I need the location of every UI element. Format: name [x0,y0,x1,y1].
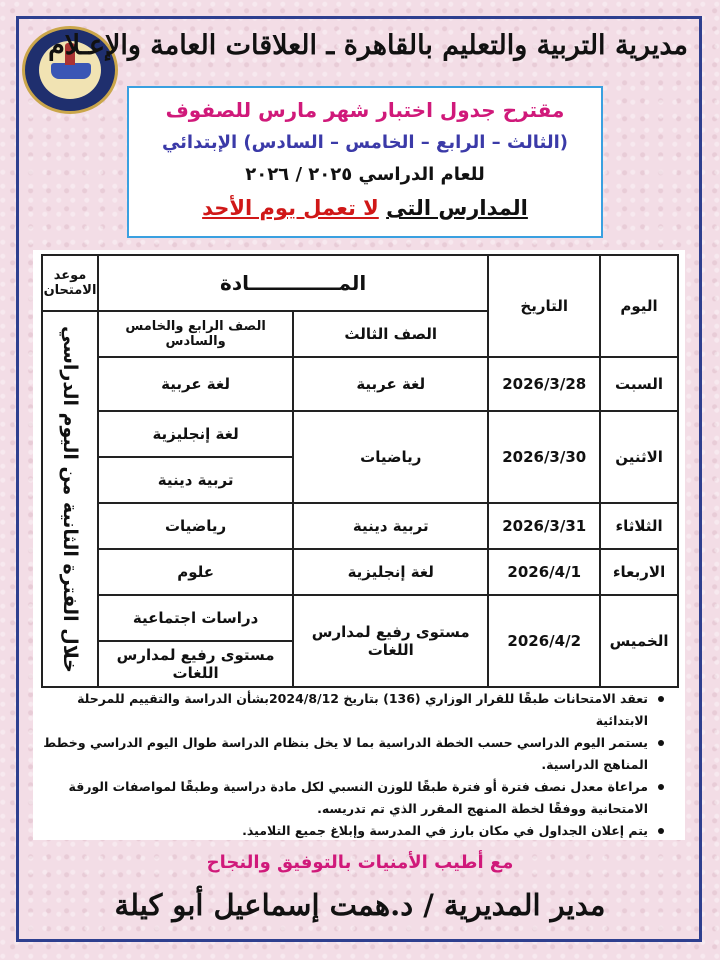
table-row [42,357,678,411]
row-grade-3-subject: رياضيات [293,411,488,503]
row-date: 2026/3/30 [488,411,600,503]
row-grade-456-subject: دراسات اجتماعية [98,595,293,641]
note-item: مراعاة معدل نصف فترة أو فترة طبقًا للوزن النسبي لكل مادة دراسية وطبقًا لمواصفات الورقة الامتحانية ووفقًا لخطة المنهج المقرر الذي تم تدريسه. [40,776,670,820]
academic-year: للعام الدراسي ٢٠٢٥ / ٢٠٢٦ [245,164,485,185]
header-subject: المـــــــــــــادة [98,255,488,311]
note-item: تعقد الامتحانات طبقًا للقرار الوزاري (136) بتاريخ 2024/8/12بشأن الدراسة والتقييم للمرحلة الابتدائية [40,688,670,732]
proposal-title: مقترح جدول اختبار شهر مارس للصفوف [165,98,565,122]
notes-list [40,688,670,842]
row-day: السبت [600,357,678,411]
closing-wish: مع أطيب الأمنيات بالتوفيق والنجاح [206,852,514,873]
row-grade-3-subject: لغة عربية [293,357,488,411]
schools-note [129,196,601,220]
header-date: التاريخ [488,255,600,357]
row-grade-456-subject: تربية دينية [98,457,293,503]
header-title: مديرية التربية والتعليم بالقاهرة ـ العلاقات العامة والإعـلام [48,30,688,61]
row-grade-456-subject: لغة إنجليزية [98,411,293,457]
row-grade-3-subject: لغة إنجليزية [293,549,488,595]
row-day: الثلاثاء [600,503,678,549]
header-grade-4-5-6: الصف الرابع والخامس والسادس [98,311,293,357]
note-item: يتم إعلان الجداول في مكان بارز في المدرسة وإبلاغ جميع التلاميذ. [40,820,670,842]
schools-note-prefix: المدارس التى [386,196,528,220]
row-grade-3-subject: تربية دينية [293,503,488,549]
row-date: 2026/3/31 [488,503,600,549]
exam-schedule-table [41,254,679,688]
row-day: الاربعاء [600,549,678,595]
table-row [42,411,678,457]
header-exam-time: موعد الامتحان [42,255,98,311]
table-row [42,549,678,595]
grades-line: (الثالث – الرابع – الخامس – السادس) الإبتدائي [161,132,569,153]
header-day: اليوم [600,255,678,357]
exam-time-note: خلال الفترة الثانية من اليوم الدراسي [42,311,98,687]
row-grade-456-subject: رياضيات [98,503,293,549]
title-box [127,86,603,238]
row-grade-3-subject: مستوى رفيع لمدارس اللغات [293,595,488,687]
row-date: 2026/4/1 [488,549,600,595]
note-item: يستمر اليوم الدراسي حسب الخطة الدراسية بما لا يخل بنظام الدراسة طوال اليوم الدراسي وخطط المناهج الدراسية. [40,732,670,776]
row-grade-456-subject: مستوى رفيع لمدارس اللغات [98,641,293,687]
row-grade-456-subject: علوم [98,549,293,595]
director-signature: مدير المديرية / د.همت إسماعيل أبو كيلة [114,888,606,922]
table-row [42,595,678,641]
header-grade-3: الصف الثالث [293,311,488,357]
table-row [42,503,678,549]
row-day: الاثنين [600,411,678,503]
row-grade-456-subject: لغة عربية [98,357,293,411]
row-date: 2026/3/28 [488,357,600,411]
row-date: 2026/4/2 [488,595,600,687]
logo-book-icon [51,63,91,79]
row-day: الخميس [600,595,678,687]
schools-note-highlight: لا تعمل يوم الأحد [202,196,379,220]
